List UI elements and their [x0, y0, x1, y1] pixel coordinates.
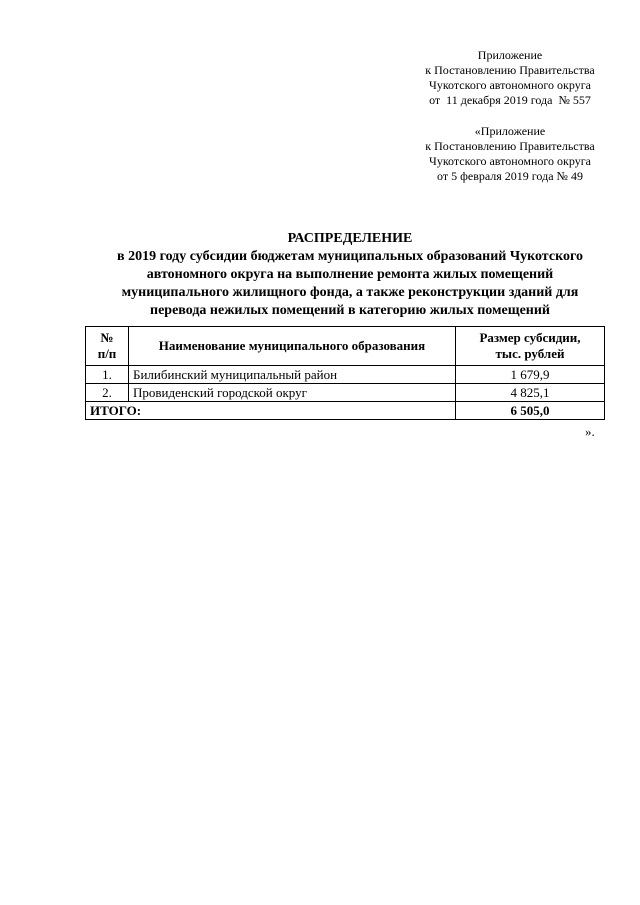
table-total-row [86, 402, 605, 420]
header-value-line1: Размер субсидии, [479, 330, 581, 345]
closing-quote: ». [585, 424, 595, 439]
header-number [86, 327, 129, 366]
header-value-line2: тыс. рублей [495, 346, 565, 361]
title-line: в 2019 году субсидии бюджетам муниципальных образований Чукотского [117, 249, 583, 264]
title-line: муниципального жилищного фонда, а также реконструкции зданий для [121, 285, 579, 300]
header-name: Наименование муниципального образования [129, 327, 456, 366]
header-number-line2: п/п [97, 346, 117, 361]
appendix-line: «Приложение [474, 124, 546, 138]
appendix-line: Приложение [477, 48, 543, 62]
row-number: 2. [86, 384, 129, 402]
appendix-line: к Постановлению Правительства [425, 139, 595, 153]
table-header-row [86, 327, 605, 366]
appendix-line: к Постановлению Правительства [425, 63, 595, 77]
title-line: перевода нежилых помещений в категорию жилых помещений [150, 303, 550, 318]
row-name: Билибинский муниципальный район [129, 366, 456, 384]
header-value [456, 327, 605, 366]
table-row [86, 384, 605, 402]
appendix-line: от 5 февраля 2019 года № 49 [437, 169, 583, 183]
appendix-current [380, 48, 640, 108]
appendix-line: от 11 декабря 2019 года № 557 [429, 93, 591, 107]
total-value: 6 505,0 [456, 402, 605, 420]
table-row [86, 366, 605, 384]
appendix-line: Чукотского автономного округа [429, 154, 591, 168]
appendix-line: Чукотского автономного округа [429, 78, 591, 92]
total-label: ИТОГО: [86, 402, 456, 420]
row-number: 1. [86, 366, 129, 384]
subsidy-table [85, 326, 605, 420]
row-value: 1 679,9 [456, 366, 605, 384]
title-heading: РАСПРЕДЕЛЕНИЕ [287, 231, 413, 246]
header-number-line1: № [100, 330, 114, 345]
document-title [70, 230, 630, 320]
row-value: 4 825,1 [456, 384, 605, 402]
row-name: Провиденский городской округ [129, 384, 456, 402]
title-line: автономного округа на выполнение ремонта жилых помещений [146, 267, 554, 282]
appendix-previous [380, 124, 640, 184]
